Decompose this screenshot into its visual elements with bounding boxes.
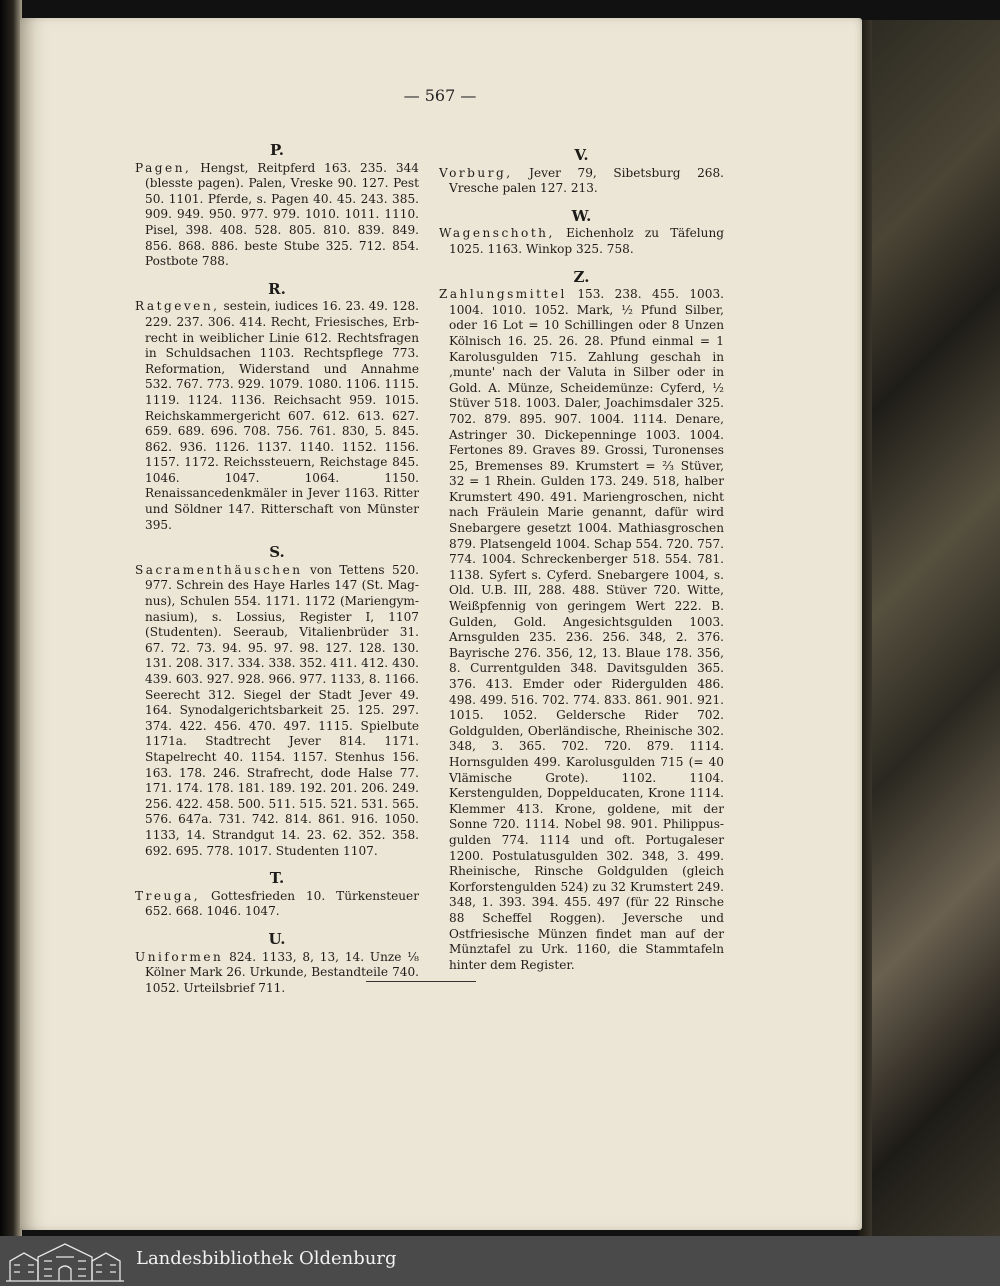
- section-letter: Z.: [573, 267, 590, 286]
- index-column-left: [135, 140, 419, 1008]
- entry-text: Hengst, Reitpferd 163. 235. 344 (blesste pagen). Palen, Vreske 90. 127. Pest 50. 1101. Pferde, s. Pagen 40. 45. 243. 385. 909. 949. 950. 977. 979. 1010. 1011. 1110. Pisel, 398. 408. 528. 805. 810. 839. 849. 856. 868. 886. beste Stube 325. 712. 854. Postbote 788.: [145, 160, 419, 269]
- section-letter: S.: [269, 543, 285, 562]
- entry-text: sestein, iudices 16. 23. 49. 128. 229. 237. 306. 414. Recht, Friesisches, Erbrecht in weiblicher Linie 612. Rechtsfragen in Schuldsachen 1103. Rechtspflege 773. Reformation, Widerstand und Annahme 532. 767. 773. 929. 1079. 1080. 1106. 1115. 1119. 1124. 1136. Reichsacht 959. 1015. Reichskammergericht 607. 612. 613. 627. 659. 689. 696. 708. 756. 761. 830, 5. 845. 862. 936. 1126. 1137. 1140. 1152. 1156. 1157. 1172. Reichssteuern, Reichstage 845. 1046. 1047. 1064. 1150. Renaissancedenkmäler in Jever 1163. Ritter und Söldner 147. Ritterschaft von Münster 395.: [145, 299, 419, 532]
- page-number: — 567 —: [403, 86, 477, 105]
- section-letter: W.: [571, 206, 592, 225]
- entry-headword: Sacramenthäuschen: [135, 562, 303, 577]
- entry-headword: Uniformen: [135, 949, 224, 964]
- entry-text: Eichenholz zu Täfelung 1025. 1163. Winkop 325. 758.: [449, 226, 724, 256]
- section-letter: U.: [268, 929, 286, 948]
- index-entry: [135, 161, 419, 270]
- entry-text: 153. 238. 455. 1003. 1004. 1010. 1052. Mark, ½ Pfund Silber, oder 16 Lot = 10 Schillingen oder 8 Unzen Kölnisch 16. 25. 26. 28. Pfund einmal = 1 Karolusgulden 715. Zahlung geschah in ‚munte' nach der Valuta in Silber oder in Gold. A. Münze, Scheidemünze: Cyferd, ½ Stüver 518. 1003. Daler, Joachimsdaler 325. 702. 879. 895. 907. 1004. 1114. Denare, Astringer 30. Dickepenninge 1003. 1004. Fertones 89. Graves 89. Grossi, Turonenses 25, Bremenses 89. Krumstert = ⅔ Stüver, 32 = 1 Rhein. Gulden 173. 249. 518, halber Krumstert 490. 491. Mariengroschen, nicht nach Fräulein Marie genannt, dafür wird Snebargere gesetzt 1004. Mathiasgroschen 879. Platsengeld 1004. Schap 554. 720. 757. 774. 1004. Schreckenberger 518. 554. 781. 1138. Syfert s. Cyferd. Snebargere 1004, s. Old. U.B. III, 288. 488. Stüver 720. Witte, Weißpfennig von geringem Wert 222. B. Gulden, Gold. Angesichtsgulden 1003. Arnsgulden 235. 236. 256. 348, 2. 376. Bayrische 276. 356, 12, 13. Blaue 178. 356, 8. Currentgulden 348. Davitsgulden 365. 376. 413. Emder oder Ridergulden 486. 498. 499. 516. 702. 774. 833. 861. 901. 921. 1015. 1052. Geldersche Rider 702. Goldgulden, Oberländische, Rheinische 302. 348, 3. 365. 702. 720. 879. 1114. Hornsgulden 499. Karolusgulden 715 (= 40 Vlämische Grote). 1102. 1104. Kerstengulden, Doppelducaten, Krone 1114. Klemmer 413. Krone, goldene, mit der Sonne 720. 1114. Nobel 98. 901. Philippusgulden 774. 1114 und oft. Portugaleser 1200. Postulatusgulden 302. 348, 3. 499. Rheinische, Rinsche Goldgulden (gleich Korforstengulden 524) zu 32 Krumstert 249. 348, 1. 393. 394. 455. 497 (für 22 Rinsche 88 Scheffel Roggen). Jeversche und Ostfriesische Münzen findet man auf der Münztafel zu Urk. 1160, die Stammtafeln hinter dem Register.: [449, 287, 724, 972]
- entry-text: 824. 1133, 8, 13, 14. Unze ⅛ Kölner Mark 26. Urkunde, Bestandteile 740. 1052. Urteilsbrief 711.: [145, 949, 419, 995]
- entry-text: Jever 79, Sibetsburg 268. Vresche palen 127. 213.: [449, 165, 724, 196]
- section-letter: V.: [574, 146, 589, 164]
- entry-headword: Wagenschoth,: [439, 226, 555, 241]
- entry-headword: Zahlungsmittel: [439, 287, 567, 302]
- index-column-right: [439, 145, 724, 985]
- index-entry: [135, 299, 419, 533]
- index-entry: [135, 889, 419, 920]
- index-entry: [135, 950, 419, 997]
- library-name: Landesbibliothek Oldenburg: [136, 1248, 397, 1269]
- library-footer: [0, 1236, 1000, 1286]
- index-entry: [439, 226, 724, 257]
- library-building-icon: [4, 1239, 126, 1283]
- index-entry: [439, 287, 724, 973]
- marbled-cover: [858, 20, 1000, 1236]
- entry-headword: Vorburg,: [439, 165, 513, 180]
- entry-headword: Pagen,: [135, 160, 192, 175]
- index-entry: [439, 166, 724, 197]
- section-letter: T.: [269, 869, 285, 888]
- book-spine: [0, 0, 22, 1236]
- end-rule: [366, 981, 476, 982]
- section-letter: R.: [268, 279, 286, 298]
- entry-text: Gottesfrieden 10. Türkensteuer 652. 668. 1046. 1047.: [145, 888, 419, 919]
- index-entry: [135, 563, 419, 859]
- entry-headword: Treuga,: [135, 888, 201, 903]
- entry-headword: Ratgeven,: [135, 299, 220, 314]
- entry-text: von Tettens 520. 977. Schrein des Haye Harles 147 (St. Magnus), Schulen 554. 1171. 1172 (Mariengymnasium), s. Lossius, Register I, 1107 (Studenten). Seeraub, Vitalienbrüder 31. 67. 72. 73. 94. 95. 97. 98. 127. 128. 130. 131. 208. 317. 334. 338. 352. 411. 412. 430. 439. 603. 927. 928. 966. 977. 1133, 8. 1166. Seerecht 312. Siegel der Stadt Jever 49. 164. Synodalgerichtsbarkeit 25. 125. 297. 374. 422. 456. 470. 497. 1115. Spielbute 1171a. Stadtrecht Jever 814. 1171. Stapelrecht 40. 1154. 1157. Stenhus 156. 163. 178. 246. Strafrecht, dode Halse 77. 171. 174. 178. 181. 189. 192. 201. 206. 249. 256. 422. 458. 500. 511. 515. 521. 531. 565. 576. 647a. 731. 742. 814. 861. 916. 1050. 1133, 14. Strandgut 14. 23. 62. 352. 358. 692. 695. 778. 1017. Studenten 1107.: [145, 562, 419, 858]
- section-letter: P.: [269, 141, 285, 159]
